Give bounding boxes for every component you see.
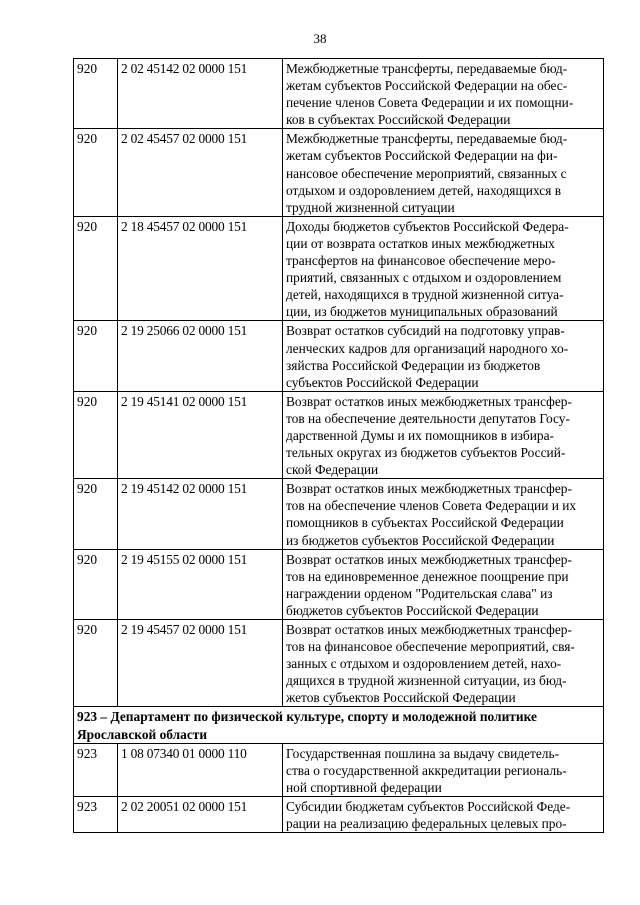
description-cell: [283, 216, 604, 321]
description-line: отдыхом и оздоровлением детей, находящихся в: [286, 182, 562, 198]
table-body: [74, 59, 604, 833]
description-cell: [283, 620, 604, 707]
description-cell: [283, 59, 604, 129]
admin-code-cell: 920: [74, 549, 118, 619]
description-line: приятий, связанных с отдыхом и оздоровлением: [286, 270, 562, 286]
table-row: [74, 549, 604, 619]
description-line: жетам субъектов Российской Федерации на фи-: [286, 148, 558, 164]
admin-code-cell: 920: [74, 620, 118, 707]
admin-code-cell: 920: [74, 129, 118, 216]
description-line: субъектов Российской Федерации: [286, 374, 479, 390]
description-line: жетов субъектов Российской Федерации: [286, 690, 516, 706]
description-line: трансфертов на финансовое обеспечение меро-: [286, 253, 556, 269]
description-cell: [283, 321, 604, 391]
admin-code-cell: 920: [74, 321, 118, 391]
description-line: дарственной Думы и их помощников в избира-: [286, 427, 554, 443]
budget-code-cell: 2 19 45155 02 0000 151: [118, 549, 283, 619]
budget-code-cell: 2 19 45457 02 0000 151: [118, 620, 283, 707]
admin-code-cell: 920: [74, 59, 118, 129]
description-line: ной спортивной федерации: [286, 779, 442, 795]
description-line: занных с отдыхом и оздоровлением детей, нахо-: [286, 656, 562, 672]
description-line: Возврат остатков субсидий на подготовку управ-: [286, 323, 565, 339]
description-line: трудной жизненной ситуации: [286, 199, 455, 215]
description-line: зяйства Российской Федерации из бюджетов: [286, 357, 541, 373]
description-cell: [283, 391, 604, 478]
table-row: [74, 479, 604, 549]
budget-code-cell: 2 19 45142 02 0000 151: [118, 479, 283, 549]
description-line: нансовое обеспечение мероприятий, связанных с: [286, 165, 567, 181]
table-row: [74, 129, 604, 216]
description-line: бюджетов субъектов Российской Федерации: [286, 602, 539, 618]
budget-code-cell: 2 02 45457 02 0000 151: [118, 129, 283, 216]
description-line: тов на единовременное денежное поощрение при: [286, 568, 569, 584]
description-line: Возврат остатков иных межбюджетных трансфер-: [286, 551, 572, 567]
description-line: Межбюджетные трансферты, передаваемые бюд-: [286, 131, 568, 147]
table-row: [74, 391, 604, 478]
budget-code-cell: 2 02 45142 02 0000 151: [118, 59, 283, 129]
table-row: [74, 743, 604, 796]
description-line: ции, из бюджетов муниципальных образований: [286, 304, 558, 320]
table-row: [74, 620, 604, 707]
description-line: ской Федерации: [286, 462, 379, 478]
description-line: ленческих кадров для организаций народного хо-: [286, 340, 569, 356]
budget-classification-table: [73, 58, 604, 833]
description-line: детей, находящихся в трудной жизненной ситуа-: [286, 287, 564, 303]
section-header-line: 923 – Департамент по физической культуре, спорту и молодежной политике: [77, 709, 537, 725]
description-line: тельных округах из бюджетов субъектов Россий-: [286, 445, 566, 461]
budget-code-cell: 2 18 45457 02 0000 151: [118, 216, 283, 321]
description-line: рации на реализацию федеральных целевых про-: [286, 816, 567, 832]
admin-code-cell: 920: [74, 391, 118, 478]
budget-code-cell: 2 02 20051 02 0000 151: [118, 796, 283, 832]
budget-code-cell: 2 19 25066 02 0000 151: [118, 321, 283, 391]
description-line: Межбюджетные трансферты, передаваемые бюд-: [286, 61, 568, 76]
description-line: ства о государственной аккредитации региональ-: [286, 762, 567, 778]
description-line: Возврат остатков иных межбюджетных трансфер-: [286, 481, 572, 497]
table-row: [74, 59, 604, 129]
admin-code-cell: 920: [74, 479, 118, 549]
page-number: 38: [313, 31, 327, 46]
description-line: из бюджетов субъектов Российской Федерации: [286, 532, 555, 548]
description-cell: [283, 129, 604, 216]
description-line: Субсидии бюджетам субъектов Российской Феде-: [286, 798, 571, 814]
description-cell: [283, 743, 604, 796]
description-line: тов на обеспечение деятельности депутатов Госу-: [286, 410, 570, 426]
description-line: ков в субъектах Российской Федерации: [286, 112, 511, 128]
description-cell: [283, 479, 604, 549]
budget-code-cell: 2 19 45141 02 0000 151: [118, 391, 283, 478]
section-header-row: [74, 707, 604, 743]
description-line: Возврат остатков иных межбюджетных трансфер-: [286, 622, 572, 637]
admin-code-cell: 920: [74, 216, 118, 321]
section-header-line: Ярославской области: [77, 726, 208, 742]
budget-code-cell: 1 08 07340 01 0000 110: [118, 743, 283, 796]
description-cell: [283, 796, 604, 832]
description-line: Возврат остатков иных межбюджетных трансфер-: [286, 393, 572, 409]
description-line: печение членов Совета Федерации и их помощни-: [286, 95, 574, 111]
section-header-cell: [74, 707, 604, 743]
description-cell: [283, 549, 604, 619]
description-line: Государственная пошлина за выдачу свидетель-: [286, 745, 560, 761]
description-line: ции от возврата остатков иных межбюджетных: [286, 235, 555, 251]
table-row: [74, 796, 604, 832]
table-row: [74, 321, 604, 391]
description-line: помощников в субъектах Российской Федерации: [286, 515, 564, 531]
description-line: тов на финансовое обеспечение мероприятий, свя-: [286, 639, 575, 655]
description-line: дящихся в трудной жизненной ситуации, из бюд-: [286, 673, 567, 689]
admin-code-cell: 923: [74, 796, 118, 832]
description-line: тов на обеспечение членов Совета Федерации и их: [286, 498, 577, 514]
description-line: награждении орденом "Родительская слава" из: [286, 585, 553, 601]
description-line: Доходы бюджетов субъектов Российской Федера-: [286, 218, 569, 234]
admin-code-cell: 923: [74, 743, 118, 796]
description-line: жетам субъектов Российской Федерации на обес-: [286, 78, 568, 94]
table-row: [74, 216, 604, 321]
